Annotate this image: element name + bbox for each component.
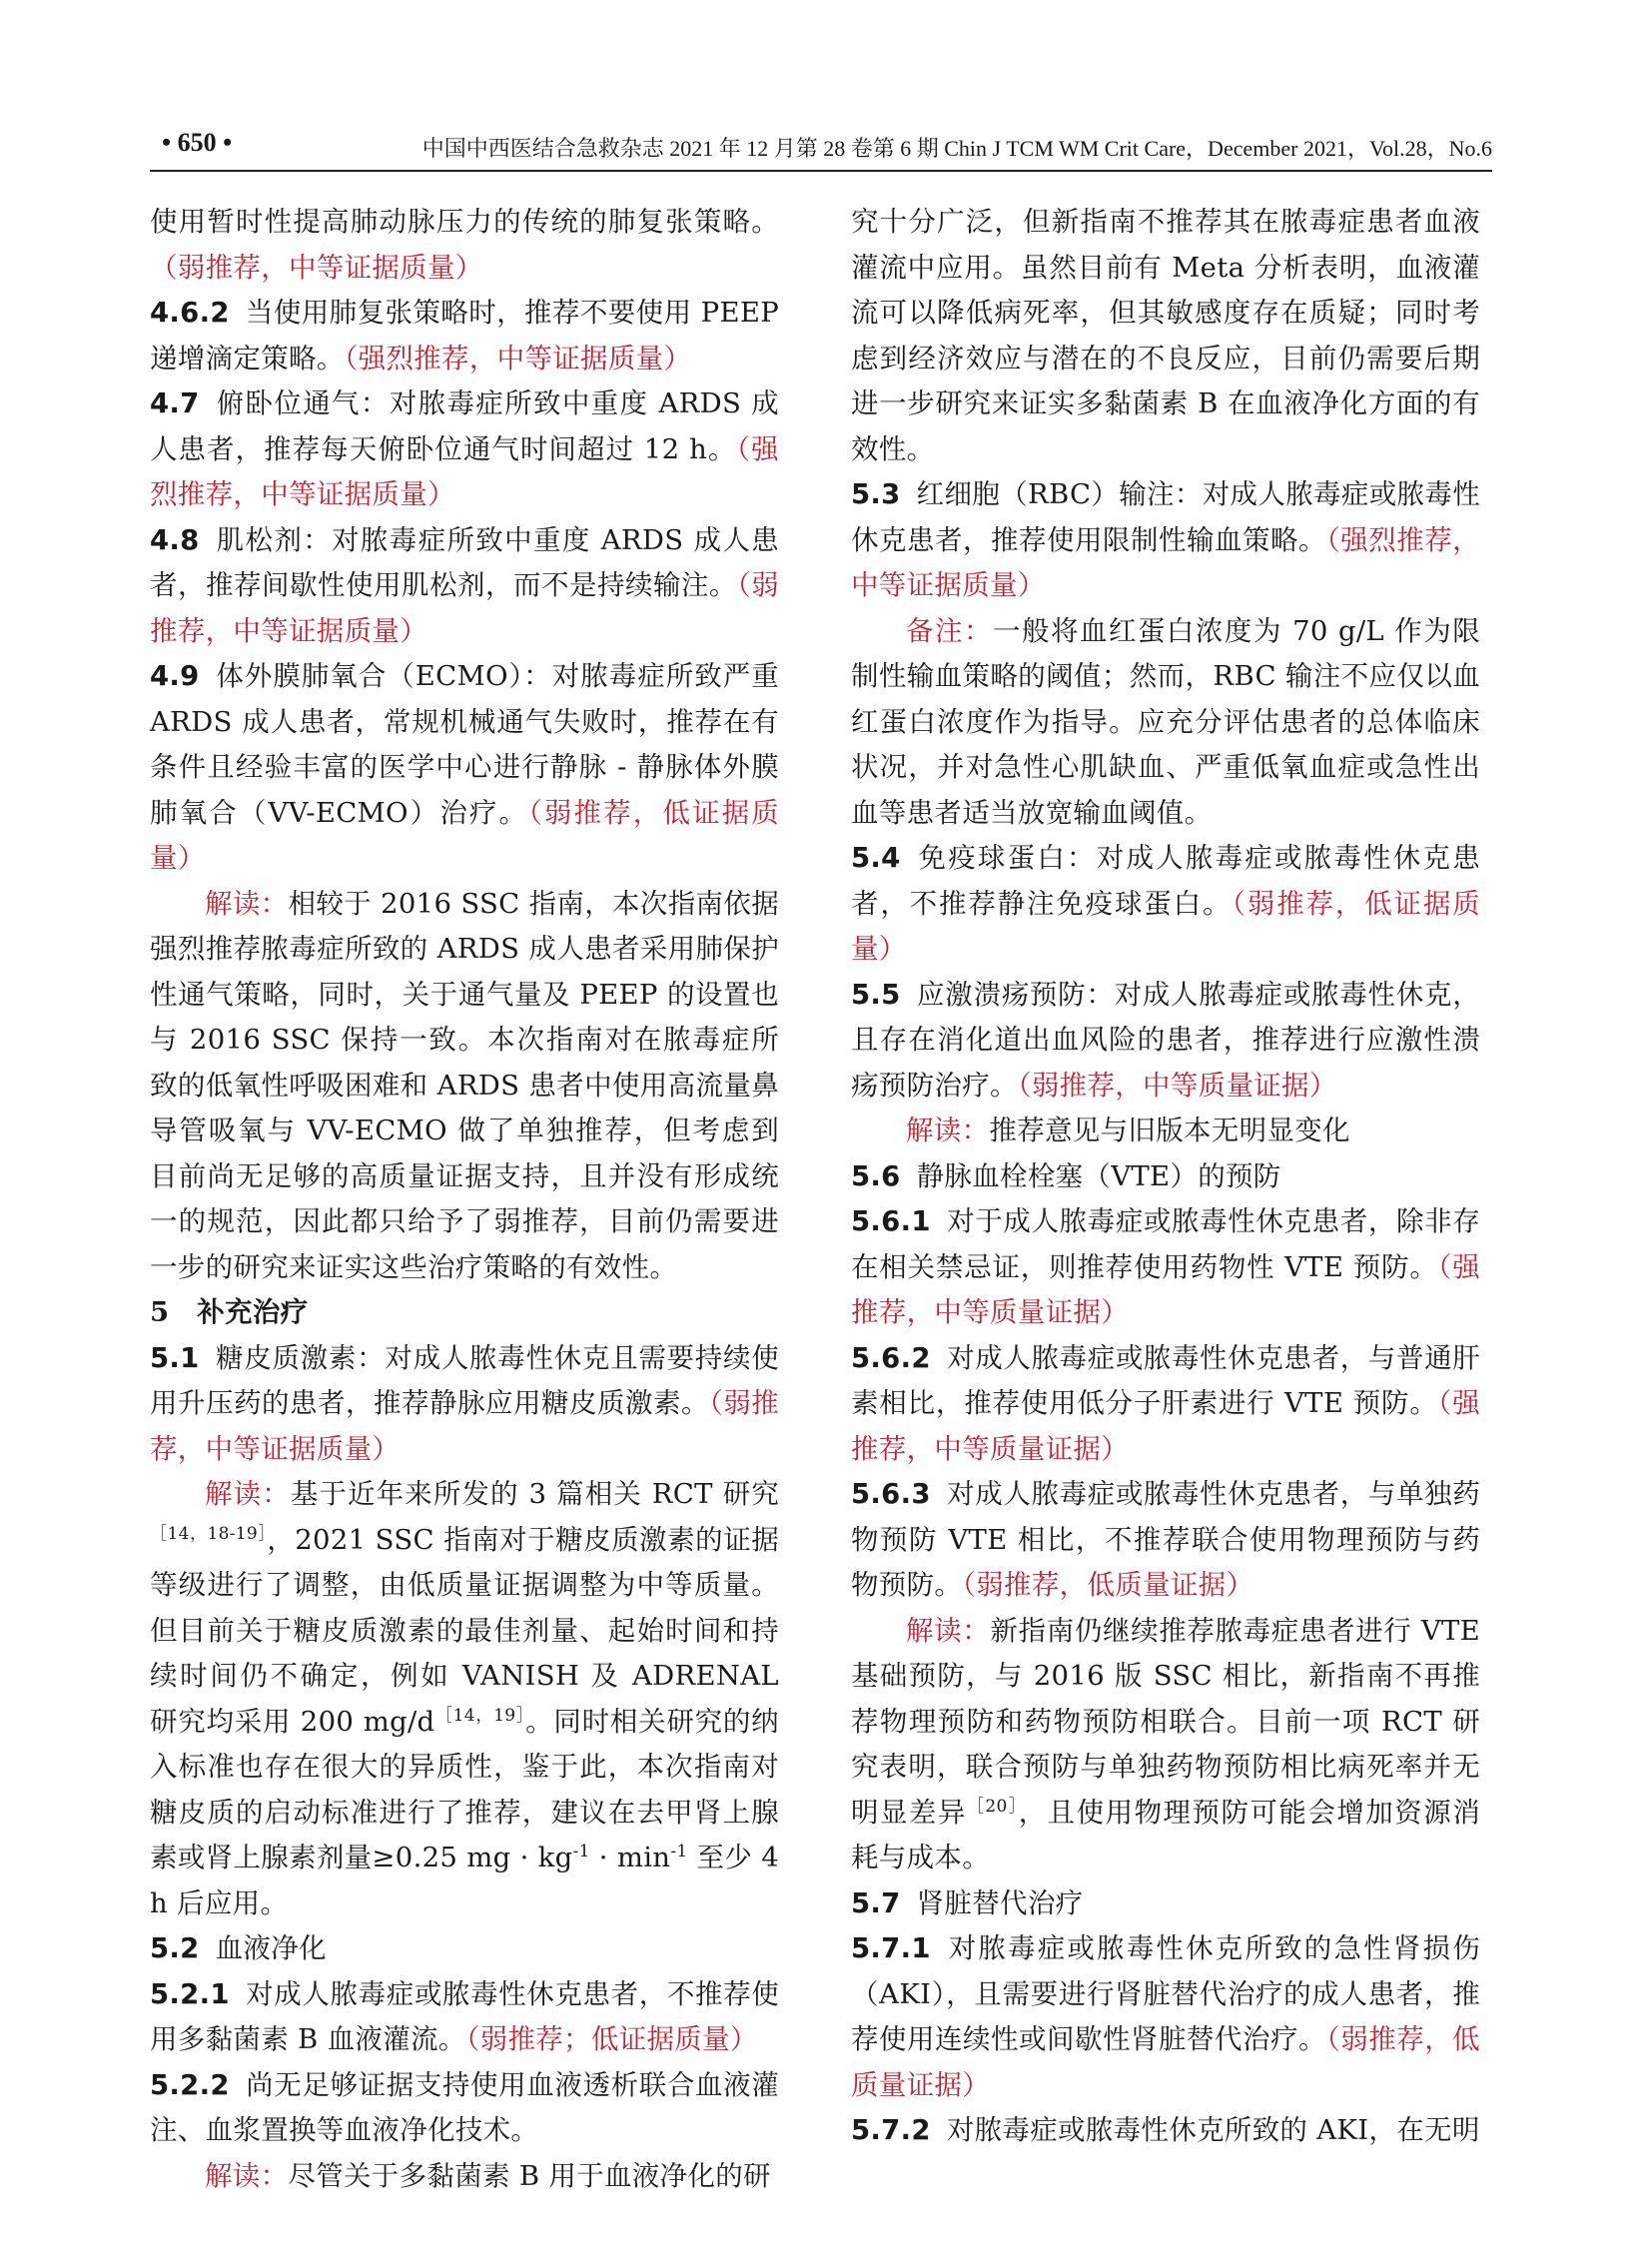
section-4-6-2: 4.6.2 当使用肺复张策略时，推荐不要使用 PEEP 递增滴定策略。（强烈推荐，中等证据质量）	[150, 297, 779, 374]
header-rule	[150, 170, 1492, 172]
note-label: 备注：	[906, 614, 993, 647]
recommendation-grade: （弱推荐，低质量证据）	[851, 2023, 1480, 2101]
citation: ［20］	[966, 1796, 1019, 1817]
recommendation-grade: （弱推荐，中等证据质量）	[150, 569, 779, 647]
section-number: 5.7.1	[851, 1932, 931, 1964]
section-number: 5.3	[851, 478, 901, 510]
section-number: 5.2.1	[150, 1977, 230, 2010]
interpretation-label: 解读：	[906, 1115, 990, 1146]
section-number: 5.6.2	[851, 1341, 931, 1374]
section-number: 4.6.2	[150, 297, 230, 329]
section-number: 5.4	[851, 842, 901, 874]
note-paragraph: 备注：一般将血红蛋白浓度为 70 g/L 作为限制性输血策略的阈值；然而，RBC 输注不应仅以血红蛋白浓度作为指导。应充分评估患者的总体临床状况，并对急性心肌缺血、严重低氧血症或急性出血等患者适当放宽输血阈值。	[851, 614, 1480, 829]
recommendation-grade: （强烈推荐，中等证据质量）	[150, 432, 779, 510]
recommendation-grade: （强烈推荐，中等证据质量）	[851, 523, 1480, 601]
section-5-4: 5.4 免疫球蛋白：对成人脓毒症或脓毒性休克患者，不推荐静注免疫球蛋白。（弱推荐，低证据质量）	[851, 842, 1480, 965]
section-number: 4.9	[150, 660, 200, 692]
interpretation-paragraph: 解读：新指南仍继续推荐脓毒症患者进行 VTE 基础预防，与 2016 版 SSC 相比，新指南不再推荐物理预防和药物预防相联合。目前一项 RCT 研究表明，联合预防与单独药物预防相比病死率并无明显差异$^{[20]}$，且使用物理预防可能会增加资源消耗与成本。	[851, 1614, 1481, 1873]
section-heading-5: 5 补充治疗	[150, 1296, 309, 1328]
section-5-3: 5.3 红细胞（RBC）输注：对成人脓毒症或脓毒性休克患者，推荐使用限制性输血策略。（强烈推荐，中等证据质量）	[851, 478, 1480, 601]
section-number: 5.2.2	[150, 2068, 230, 2101]
section-number: 4.8	[150, 523, 200, 556]
recommendation-grade: （强推荐，中等质量证据）	[851, 1250, 1480, 1328]
interpretation-label: 解读：	[205, 887, 289, 920]
section-5-6-3: 5.6.3 对成人脓毒症或脓毒性休克患者，与单独药物预防 VTE 相比，不推荐联合使用物理预防与药物预防。（弱推荐，低质量证据）	[851, 1478, 1480, 1601]
section-number: 4.7	[150, 387, 200, 419]
right-column	[851, 200, 1480, 2154]
section-number: 5.6.3	[851, 1478, 931, 1510]
recommendation-grade: （弱推荐，低质量证据）	[962, 1569, 1254, 1601]
recommendation-grade: （弱推荐，中等质量证据）	[1017, 1069, 1337, 1102]
section-5-1: 5.1 糖皮质激素：对成人脓毒性休克且需要持续使用升压药的患者，推荐静脉应用糖皮质激素。（弱推荐，中等证据质量）	[150, 1341, 779, 1465]
section-5-7-1: 5.7.1 对脓毒症或脓毒性休克所致的急性肾损伤（AKI），且需要进行肾脏替代治疗的成人患者，推荐使用连续性或间歇性肾脏替代治疗。（弱推荐，低质量证据）	[851, 1932, 1480, 2101]
citation: ［14，18-19］	[150, 1523, 268, 1544]
interpretation-paragraph: 解读：尽管关于多黏菌素 B 用于血液净化的研	[205, 2159, 771, 2192]
section-5-6: 5.6 静脉血栓栓塞（VTE）的预防	[851, 1159, 1281, 1192]
section-5-2-1: 5.2.1 对成人脓毒症或脓毒性休克患者，不推荐使用多黏菌素 B 血液灌流。（弱推荐；低证据质量）	[150, 1977, 779, 2055]
interpretation-paragraph: 解读：推荐意见与旧版本无明显变化	[906, 1115, 1350, 1146]
interpretation-label: 解读：	[205, 1478, 291, 1510]
recommendation-grade: （强烈推荐，中等证据质量）	[344, 342, 692, 374]
section-5-2: 5.2 血液净化	[150, 1932, 327, 1964]
section-number: 5.6.1	[851, 1205, 931, 1237]
interpretation-label: 解读：	[906, 1614, 991, 1647]
left-column	[150, 200, 779, 2199]
section-5-6-1: 5.6.1 对于成人脓毒症或脓毒性休克患者，除非存在相关禁忌证，则推荐使用药物性 VTE 预防。（强推荐，中等质量证据）	[851, 1205, 1480, 1328]
interpretation-paragraph: 解读：相较于 2016 SSC 指南，本次指南依据强烈推荐脓毒症所致的 ARDS 成人患者采用肺保护性通气策略，同时，关于通气量及 PEEP 的设置也与 2016 SSC 保持一致。本次指南对在脓毒症所致的低氧性呼吸困难和 ARDS 患者中使用高流量鼻导管吸氧与 VV-ECMO 做了单独推荐，但考虑到目前尚无足够的高质量证据支持，且并没有形成统一的规范，因此都只给予了弱推荐，目前仍需要进一步的研究来证实这些治疗策略的有效性。	[150, 887, 779, 1283]
section-number: 5.6	[851, 1159, 901, 1192]
interpretation-label: 解读：	[205, 2159, 289, 2192]
recommendation-grade: （弱推荐；低证据质量）	[465, 2023, 758, 2055]
recommendation-grade: （强推荐，中等质量证据）	[851, 1387, 1480, 1465]
paragraph-cont: 使用暂时性提高肺动脉压力的传统的肺复张策略。（弱推荐，中等证据质量）	[150, 206, 779, 284]
section-number: 5.5	[851, 978, 901, 1011]
recommendation-grade: （弱推荐，低证据质量）	[851, 887, 1480, 965]
section-5-7-2: 5.7.2 对脓毒症或脓毒性休克所致的 AKI，在无明	[851, 2114, 1480, 2146]
section-4-7: 4.7 俯卧位通气：对脓毒症所致中重度 ARDS 成人患者，推荐每天俯卧位通气时间超过 12 h。（强烈推荐，中等证据质量）	[150, 387, 779, 510]
recommendation-grade: （弱推荐，中等证据质量）	[150, 251, 483, 284]
section-number: 5.1	[150, 1341, 200, 1374]
citation: ［14，19］	[434, 1705, 526, 1726]
recommendation-grade: （弱推荐，中等证据质量）	[150, 1387, 779, 1465]
section-number: 5.7.2	[851, 2114, 931, 2146]
section-4-9: 4.9 体外膜肺氧合（ECMO）：对脓毒症所致严重 ARDS 成人患者，常规机械通气失败时，推荐在有条件且经验丰富的医学中心进行静脉 - 静脉体外膜肺氧合（VV-ECMO）治疗。（弱推荐，低证据质量）	[150, 660, 779, 874]
section-5-7: 5.7 肾脏替代治疗	[851, 1886, 1084, 1919]
section-4-8: 4.8 肌松剂：对脓毒症所致中重度 ARDS 成人患者，推荐间歇性使用肌松剂，而不是持续输注。（弱推荐，中等证据质量）	[150, 523, 779, 647]
section-5-6-2: 5.6.2 对成人脓毒症或脓毒性休克患者，与普通肝素相比，推荐使用低分子肝素进行 VTE 预防。（强推荐，中等质量证据）	[851, 1341, 1480, 1465]
section-number: 5.7	[851, 1886, 901, 1919]
interpretation-paragraph: 解读：基于近年来所发的 3 篇相关 RCT 研究$^{[14,18-19]}$，2021 SSC 指南对于糖皮质激素的证据等级进行了调整，由低质量证据调整为中等质量。但目前关于糖皮质激素的最佳剂量、起始时间和持续时间仍不确定，例如 VANISH 及 ADRENAL 研究均采用 200 $mg/d^{[14,19]}$。同时相关研究的纳入标准也存在很大的异质性，鉴于此，本次指南对糖皮质的启动标准进行了推荐，建议在去甲肾上腺素或肾上腺素剂量≥0.25 mg · $kg^{-1} \cdot \min^{-1}$ 至少 4 h 后应用。	[150, 1478, 780, 1919]
section-5-5: 5.5 应激溃疡预防：对成人脓毒症或脓毒性休克，且存在消化道出血风险的患者，推荐进行应激性溃疡预防治疗。（弱推荐，中等质量证据）	[851, 978, 1480, 1102]
recommendation-grade: （弱推荐，低证据质量）	[150, 796, 779, 874]
section-number: 5.2	[150, 1932, 200, 1964]
page-number: • 650 •	[162, 128, 233, 157]
paragraph-cont: 究十分广泛，但新指南不推荐其在脓毒症患者血液灌流中应用。虽然目前有 Meta 分析表明，血液灌流可以降低病死率，但其敏感度存在质疑；同时考虑到经济效应与潜在的不良反应，目前仍需要后期进一步研究来证实多黏菌素 B 在血液净化方面的有效性。	[851, 206, 1480, 465]
section-5-2-2: 5.2.2 尚无足够证据支持使用血液透析联合血液灌注、血浆置换等血液净化技术。	[150, 2068, 779, 2146]
running-head: 中国中西医结合急救杂志 2021 年 12 月第 28 卷第 6 期 Chin J TCM WM Crit Care，December 2021，Vol.28，No.6	[421, 136, 1492, 161]
